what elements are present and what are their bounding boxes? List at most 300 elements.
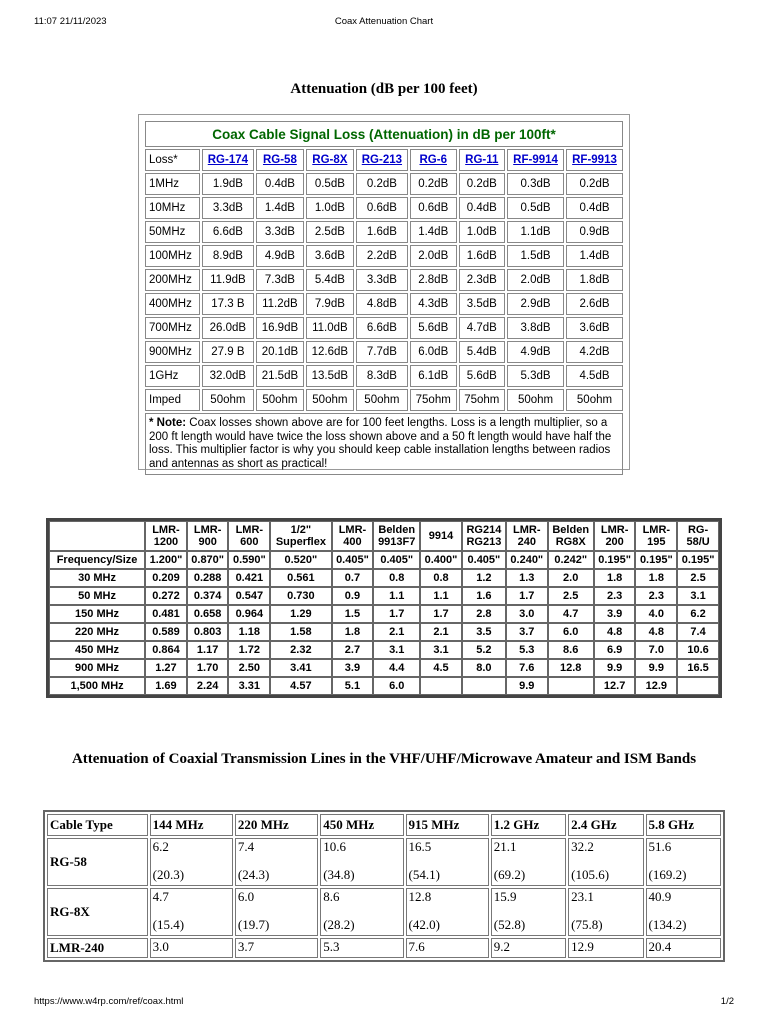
table-row [145, 293, 623, 315]
cable-header-line: 9913F7 [378, 536, 416, 548]
attenuation-alt: (169.2) [648, 867, 687, 882]
loss-cell: 1.6 [462, 587, 506, 605]
column-header: Cable Type [47, 814, 148, 836]
attenuation-db: 12.8 [408, 889, 432, 904]
cable-link[interactable]: RG-213 [361, 154, 403, 166]
table-row [49, 605, 719, 623]
loss-cell: 4.7dB [459, 317, 506, 339]
loss-cell: 7.3dB [256, 269, 304, 291]
row-label: 150 MHz [49, 605, 145, 623]
size-cell: 0.870" [187, 551, 229, 569]
loss-cell: 12.9 [635, 677, 677, 695]
table-row [145, 173, 623, 195]
cable-link[interactable]: RG-8X [312, 154, 348, 166]
loss-cell: 9.9 [506, 677, 548, 695]
attenuation-cell [568, 838, 643, 886]
loss-cell: 5.4dB [459, 341, 506, 363]
row-label: 1MHz [145, 173, 200, 195]
attenuation-cell [235, 888, 318, 936]
cable-link[interactable]: RG-58 [262, 154, 297, 166]
cable-link[interactable]: RG-6 [419, 154, 447, 166]
attenuation-db: 7.6 [408, 939, 425, 954]
loss-cell: 2.5 [677, 569, 719, 587]
loss-cell: 5.1 [332, 677, 374, 695]
loss-cell: 1.9dB [202, 173, 254, 195]
loss-cell: 2.0 [548, 569, 594, 587]
attenuation-db: 15.9 [493, 889, 517, 904]
loss-cell: 5.3 [506, 641, 548, 659]
loss-cell: 20.1dB [256, 341, 304, 363]
loss-cell: 6.2 [677, 605, 719, 623]
cable-header [256, 149, 304, 171]
print-datetime: 11:07 21/11/2023 [34, 16, 107, 27]
attenuation-alt: (28.2) [323, 917, 355, 932]
note-text: Coax losses shown above are for 100 feet lengths. Loss is a length multiplier, so a 200 ft length would have twice the loss shown above and a 50 ft length would have half the loss. This multiplier factor is why you should keep cable installation lengths between radios and antennas as short as practical! [149, 417, 612, 470]
cable-header-line: Superflex [275, 536, 326, 548]
loss-cell: 0.2dB [410, 173, 457, 195]
loss-cell: 1.27 [145, 659, 187, 677]
loss-cell: 4.57 [270, 677, 331, 695]
loss-cell: 1.0dB [306, 197, 354, 219]
loss-cell: 1.1 [373, 587, 420, 605]
loss-cell: 1.3 [506, 569, 548, 587]
loss-cell: 5.2 [462, 641, 506, 659]
loss-cell: 1.7 [506, 587, 548, 605]
attenuation-db: 10.6 [323, 839, 346, 854]
size-cell: 0.400" [420, 551, 462, 569]
print-page-title: Coax Attenuation Chart [334, 16, 434, 27]
table-row [47, 888, 721, 936]
loss-cell: 3.0 [506, 605, 548, 623]
loss-cell: 0.2dB [459, 173, 506, 195]
corner-cell [49, 521, 145, 551]
loss-cell: 3.6dB [306, 245, 354, 267]
loss-cell: 0.9dB [566, 221, 623, 243]
loss-cell: 50ohm [256, 389, 304, 411]
cable-link[interactable]: RF-9913 [572, 154, 617, 166]
loss-cell: 1.1dB [507, 221, 564, 243]
note-row [145, 413, 623, 475]
cable-link[interactable]: RG-174 [207, 154, 249, 166]
row-label: 200MHz [145, 269, 200, 291]
loss-cell: 4.9dB [256, 245, 304, 267]
table-row [49, 641, 719, 659]
attenuation-cell [646, 888, 721, 936]
cable-header [202, 149, 254, 171]
loss-cell: 50ohm [566, 389, 623, 411]
loss-cell: 50ohm [306, 389, 354, 411]
loss-cell: 4.8 [594, 623, 636, 641]
loss-cell: 1.72 [228, 641, 270, 659]
coax-loss-table-frame [138, 114, 630, 470]
attenuation-cell [150, 888, 233, 936]
loss-cell: 2.5dB [306, 221, 354, 243]
loss-cell: 27.9 B [202, 341, 254, 363]
loss-cell: 2.1 [420, 623, 462, 641]
attenuation-cell [568, 888, 643, 936]
loss-cell: 0.2dB [566, 173, 623, 195]
loss-cell: 1.8 [332, 623, 374, 641]
loss-cell: 1.5dB [507, 245, 564, 267]
cable-header-line: LMR- [193, 524, 222, 536]
attenuation-cell [235, 838, 318, 886]
attenuation-db: 51.6 [648, 839, 672, 854]
size-cell: 0.405" [373, 551, 420, 569]
cable-link[interactable]: RG-11 [465, 154, 499, 166]
loss-cell: 2.9dB [507, 293, 564, 315]
loss-cell: 2.32 [270, 641, 331, 659]
cable-header [507, 149, 564, 171]
loss-cell: 3.5 [462, 623, 506, 641]
loss-cell: 8.9dB [202, 245, 254, 267]
loss-cell: 1.7 [373, 605, 420, 623]
attenuation-db: 7.4 [237, 839, 255, 854]
attenuation-alt: (52.8) [493, 917, 526, 932]
cable-header [228, 521, 270, 551]
attenuation-db: 40.9 [648, 889, 672, 904]
loss-cell: 3.3dB [202, 197, 254, 219]
loss-cell: 1.58 [270, 623, 331, 641]
loss-cell: 0.8 [420, 569, 462, 587]
cable-header-line: RG213 [466, 536, 502, 548]
loss-cell: 3.1 [373, 641, 420, 659]
cable-header-line: LMR- [513, 524, 541, 536]
loss-cell: 4.8 [635, 623, 677, 641]
loss-cell: 5.6dB [459, 365, 506, 387]
cable-header-line: 1200 [153, 536, 179, 548]
attenuation-cell [491, 838, 566, 886]
loss-cell: 3.41 [270, 659, 331, 677]
table-row [49, 659, 719, 677]
loss-cell: 11.2dB [256, 293, 304, 315]
loss-cell: 0.481 [145, 605, 187, 623]
loss-cell: 1.4dB [256, 197, 304, 219]
size-cell: 0.195" [677, 551, 719, 569]
loss-cell: 6.0dB [410, 341, 457, 363]
attenuation-db: 8.6 [323, 889, 340, 904]
loss-cell: 3.1 [677, 587, 719, 605]
loss-cell: 2.6dB [566, 293, 623, 315]
loss-cell: 10.6 [677, 641, 719, 659]
header-row [47, 814, 721, 836]
loss-cell: 7.6 [506, 659, 548, 677]
print-url: https://www.w4rp.com/ref/coax.html [34, 996, 184, 1007]
loss-cell: 2.3 [594, 587, 636, 605]
attenuation-cell [406, 888, 489, 936]
cable-header-line: LMR- [152, 524, 180, 536]
size-cell: 0.405" [462, 551, 506, 569]
loss-cell: 13.5dB [306, 365, 354, 387]
cable-header [410, 149, 457, 171]
loss-cell: 17.3 B [202, 293, 254, 315]
cable-header [566, 149, 623, 171]
loss-cell: 1.5 [332, 605, 374, 623]
loss-cell: 1.8 [594, 569, 636, 587]
loss-cell: 4.5 [420, 659, 462, 677]
cable-header [145, 521, 187, 551]
attenuation-cell [320, 938, 403, 958]
loss-cell: 0.9 [332, 587, 374, 605]
vhf-uhf-attenuation-table [43, 810, 725, 962]
attenuation-db: 3.0 [152, 939, 169, 954]
header-row [145, 149, 623, 171]
size-cell: 0.195" [635, 551, 677, 569]
size-cell: 1.200" [145, 551, 187, 569]
row-label: 450 MHz [49, 641, 145, 659]
loss-cell: 3.9 [332, 659, 374, 677]
cable-header [356, 149, 408, 171]
loss-cell: 0.4dB [256, 173, 304, 195]
cable-header-line: LMR- [642, 524, 671, 536]
loss-cell: 0.272 [145, 587, 187, 605]
size-row [49, 551, 719, 569]
loss-cell: 6.1dB [410, 365, 457, 387]
loss-cell: 1.7 [420, 605, 462, 623]
loss-cell: 4.4 [373, 659, 420, 677]
loss-cell: 5.3dB [507, 365, 564, 387]
loss-cell: 6.9 [594, 641, 636, 659]
loss-cell: 0.803 [187, 623, 229, 641]
loss-cell: 2.7 [332, 641, 374, 659]
loss-cell: 0.4dB [566, 197, 623, 219]
loss-cell: 75ohm [410, 389, 457, 411]
row-label: 700MHz [145, 317, 200, 339]
loss-cell: 12.8 [548, 659, 594, 677]
loss-cell [420, 677, 462, 695]
loss-cell: 0.4dB [459, 197, 506, 219]
loss-cell: 8.0 [462, 659, 506, 677]
cable-header-line: 240 [517, 536, 536, 548]
loss-cell: 21.5dB [256, 365, 304, 387]
attenuation-cell [406, 938, 489, 958]
loss-cell: 3.31 [228, 677, 270, 695]
cable-header [677, 521, 719, 551]
cable-header [548, 521, 594, 551]
loss-cell: 0.421 [228, 569, 270, 587]
cable-header-line: LMR- [600, 524, 629, 536]
loss-cell: 9.9 [635, 659, 677, 677]
attenuation-cell [235, 938, 318, 958]
attenuation-cell [150, 938, 233, 958]
attenuation-alt: (24.3) [237, 867, 270, 882]
loss-cell: 0.730 [270, 587, 331, 605]
table-row [145, 221, 623, 243]
column-header: 450 MHz [320, 814, 403, 836]
attenuation-db: 9.2 [493, 939, 511, 954]
loss-cell: 2.1 [373, 623, 420, 641]
loss-cell: 2.2dB [356, 245, 408, 267]
cable-header [187, 521, 229, 551]
loss-cell: 11.9dB [202, 269, 254, 291]
loss-cell: 8.6 [548, 641, 594, 659]
loss-cell: 1.8 [635, 569, 677, 587]
cable-header-line: RG- [687, 524, 709, 536]
loss-cell: 1.6dB [459, 245, 506, 267]
loss-cell: 2.0dB [507, 269, 564, 291]
attenuation-cell [491, 938, 566, 958]
loss-cell: 6.6dB [202, 221, 254, 243]
loss-cell: 1.70 [187, 659, 229, 677]
attenuation-cell [491, 888, 566, 936]
loss-cell: 0.374 [187, 587, 229, 605]
loss-cell: 0.589 [145, 623, 187, 641]
size-cell: 0.590" [228, 551, 270, 569]
loss-cell: 50ohm [507, 389, 564, 411]
cable-header [635, 521, 677, 551]
cable-link[interactable]: RF-9914 [513, 154, 558, 166]
loss-cell: 4.3dB [410, 293, 457, 315]
cable-header-line: 400 [343, 536, 362, 548]
cable-header-line: Belden [378, 524, 416, 536]
loss-cell: 3.6dB [566, 317, 623, 339]
loss-cell: 4.8dB [356, 293, 408, 315]
loss-cell: 0.6dB [410, 197, 457, 219]
table-row [145, 317, 623, 339]
attenuation-cell [646, 838, 721, 886]
loss-cell: 1.8dB [566, 269, 623, 291]
attenuation-alt: (54.1) [408, 867, 440, 882]
loss-cell: 4.5dB [566, 365, 623, 387]
loss-cell: 4.7 [548, 605, 594, 623]
row-label: 400MHz [145, 293, 200, 315]
loss-cell: 1.0dB [459, 221, 506, 243]
cable-header-line: 900 [198, 536, 217, 548]
row-label: 10MHz [145, 197, 200, 219]
loss-cell: 5.6dB [410, 317, 457, 339]
cable-header [420, 521, 462, 551]
attenuation-db: 6.0 [237, 889, 255, 904]
column-header: 1.2 GHz [491, 814, 566, 836]
cable-header-line: 195 [647, 536, 666, 548]
table-row [145, 245, 623, 267]
note-label: * Note: [149, 417, 187, 429]
table-row [49, 587, 719, 605]
loss-cell: 1.1 [420, 587, 462, 605]
cable-header-line: 58/U [686, 536, 710, 548]
loss-cell: 75ohm [459, 389, 506, 411]
cable-header-line: Belden [552, 524, 590, 536]
attenuation-db: 3.7 [237, 939, 255, 954]
header-row [49, 521, 719, 551]
cable-header-line: LMR- [338, 524, 367, 536]
attenuation-alt: (19.7) [237, 917, 270, 932]
loss-cell [548, 677, 594, 695]
row-label: 220 MHz [49, 623, 145, 641]
loss-cell: 2.50 [228, 659, 270, 677]
loss-cell: 2.0dB [410, 245, 457, 267]
attenuation-db: 32.2 [571, 839, 594, 854]
attenuation-alt: (134.2) [648, 917, 687, 932]
table-row [145, 365, 623, 387]
cable-header-line: LMR- [235, 524, 264, 536]
table-row [47, 838, 721, 886]
attenuation-alt: (15.4) [152, 917, 185, 932]
loss-cell: 0.2dB [356, 173, 408, 195]
note-cell [145, 413, 623, 475]
loss-cell: 11.0dB [306, 317, 354, 339]
loss-cell: 1.6dB [356, 221, 408, 243]
table-title: Coax Cable Signal Loss (Attenuation) in dB per 100ft* [145, 121, 623, 147]
row-label: 900MHz [145, 341, 200, 363]
loss-cell: 1.18 [228, 623, 270, 641]
row-label: Frequency/Size [49, 551, 145, 569]
cable-header [332, 521, 374, 551]
attenuation-cell [646, 938, 721, 958]
row-label: 50 MHz [49, 587, 145, 605]
loss-cell: 1.2 [462, 569, 506, 587]
size-cell: 0.240" [506, 551, 548, 569]
loss-cell: 4.0 [635, 605, 677, 623]
loss-cell: 3.7 [506, 623, 548, 641]
attenuation-alt: (75.8) [571, 917, 603, 932]
row-label: 1,500 MHz [49, 677, 145, 695]
loss-cell: 0.964 [228, 605, 270, 623]
loss-cell: 0.547 [228, 587, 270, 605]
loss-cell: 26.0dB [202, 317, 254, 339]
size-cell: 0.520" [270, 551, 331, 569]
attenuation-db: 5.3 [323, 939, 340, 954]
loss-cell: 1.4dB [410, 221, 457, 243]
loss-cell: 16.5 [677, 659, 719, 677]
loss-cell [677, 677, 719, 695]
loss-cell: 7.9dB [306, 293, 354, 315]
loss-cell: 8.3dB [356, 365, 408, 387]
loss-cell: 0.3dB [507, 173, 564, 195]
loss-cell: 4.9dB [507, 341, 564, 363]
loss-cell: 3.9 [594, 605, 636, 623]
table-row [145, 197, 623, 219]
loss-cell: 2.3dB [459, 269, 506, 291]
loss-cell: 3.3dB [256, 221, 304, 243]
loss-cell: 3.5dB [459, 293, 506, 315]
attenuation-cell [320, 888, 403, 936]
cable-header-line: 9914 [428, 530, 454, 542]
table-row [49, 569, 719, 587]
loss-cell: 2.8 [462, 605, 506, 623]
cable-header [270, 521, 331, 551]
loss-cell: 2.3 [635, 587, 677, 605]
table-row [49, 623, 719, 641]
loss-cell: 6.0 [373, 677, 420, 695]
lmr-attenuation-table [46, 518, 722, 698]
cable-header [459, 149, 506, 171]
attenuation-alt: (34.8) [323, 867, 355, 882]
loss-cell: 0.6dB [356, 197, 408, 219]
attenuation-db: 21.1 [493, 839, 517, 854]
table-row [47, 938, 721, 958]
attenuation-alt: (42.0) [408, 917, 440, 932]
cable-header [373, 521, 420, 551]
column-header: 5.8 GHz [646, 814, 721, 836]
loss-cell: 6.0 [548, 623, 594, 641]
loss-cell: 0.864 [145, 641, 187, 659]
loss-cell: 1.4dB [566, 245, 623, 267]
loss-cell: 7.7dB [356, 341, 408, 363]
cable-header-line: 600 [240, 536, 259, 548]
attenuation-db: 4.7 [152, 889, 169, 904]
loss-cell: 16.9dB [256, 317, 304, 339]
size-cell: 0.195" [594, 551, 636, 569]
loss-cell: 7.4 [677, 623, 719, 641]
loss-cell: 0.8 [373, 569, 420, 587]
column-header: 915 MHz [406, 814, 489, 836]
row-label: 30 MHz [49, 569, 145, 587]
table-row [145, 269, 623, 291]
loss-cell: 0.658 [187, 605, 229, 623]
attenuation-cell [568, 938, 643, 958]
loss-cell [462, 677, 506, 695]
coax-loss-table [143, 119, 625, 477]
